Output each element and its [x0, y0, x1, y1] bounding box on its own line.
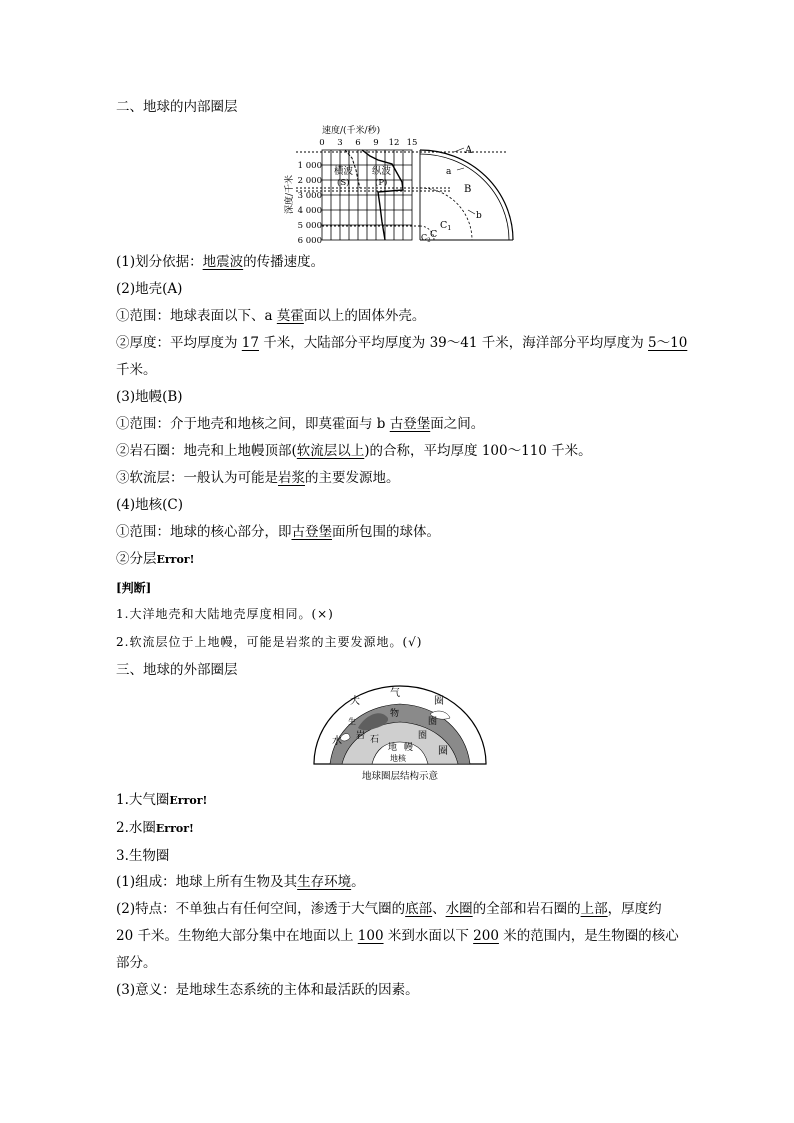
para-crust-thickness: ②厚度：平均厚度为 17 千米，大陆部分平均厚度为 39～41 千米，海洋部分平均厚度为 5～10 [116, 335, 688, 351]
para-hydrosphere: 2.水圈Error! [116, 820, 194, 836]
depth-tick: 6 000 [297, 236, 322, 246]
sphere-char: 大 [350, 696, 360, 707]
layer-label-a: a [446, 167, 452, 177]
speed-tick: 9 [373, 138, 379, 148]
sphere-char: 气 [390, 688, 400, 699]
para-crust-thickness-cont: 千米。 [116, 362, 157, 378]
seismic-wave-figure [282, 122, 522, 246]
judge-q2: 2.软流层位于上地幔，可能是岩浆的主要发源地。(√) [116, 635, 423, 649]
sphere-char: 地 [388, 743, 398, 753]
p-wave-code: (P) [375, 178, 388, 188]
depth-tick: 4 000 [297, 206, 322, 216]
para-core-layers: ②分层Error! [116, 551, 195, 567]
sphere-char: 水 [332, 736, 342, 747]
speed-tick: 0 [319, 138, 325, 148]
layer-label-B: B [464, 184, 472, 195]
para-basis: (1)划分依据：地震波的传播速度。 [116, 254, 325, 270]
speed-tick: 15 [406, 138, 418, 148]
para-crust: (2)地壳(A) [116, 281, 183, 297]
sphere-char: 物 [390, 709, 400, 719]
para-atmosphere: 1.大气圈Error! [116, 792, 208, 808]
para-crust-range: ①范围：地球表面以下、a 莫霍面以上的固体外壳。 [116, 308, 426, 324]
speed-axis-label: 速度/(千米/秒) [322, 126, 381, 136]
figure-caption: 地球圈层结构示意 [361, 771, 439, 782]
judge-q1: 1.大洋地壳和大陆地壳厚度相同。(×) [116, 607, 334, 621]
sphere-char: 地核 [390, 754, 406, 763]
layer-label-A: A [465, 145, 473, 156]
speed-tick: 12 [388, 138, 400, 148]
layer-label-b: b [476, 211, 482, 221]
layer-label-C: C [430, 229, 438, 240]
para-asthenosphere: ③软流层：一般认为可能是岩浆的主要发源地。 [116, 470, 400, 486]
para-core: (4)地核(C) [116, 497, 183, 513]
speed-ticks [319, 138, 417, 148]
judge-title: [判断] [116, 581, 152, 595]
depth-tick: 2 000 [297, 176, 322, 186]
depth-axis-label: 深度/千米 [285, 174, 295, 214]
para-lithosphere: ②岩石圈：地壳和上地幔顶部(软流层以上)的合称，平均厚度 100～110 千米。 [116, 443, 592, 459]
sphere-char: 石 [370, 735, 380, 745]
depth-tick: 3 000 [297, 191, 322, 201]
sphere-char: 圈 [434, 696, 444, 707]
depth-tick: 5 000 [297, 221, 322, 231]
layer-label-C1: $C_1$ [440, 220, 452, 232]
sphere-char: 圈 [418, 731, 428, 741]
para-bio-features-end: 部分。 [116, 955, 157, 971]
para-core-range: ①范围：地球的核心部分，即古登堡面所包围的球体。 [116, 524, 440, 540]
para-bio-composition: (1)组成：地球上所有生物及其生存环境。 [116, 874, 365, 890]
depth-ticks [298, 161, 322, 246]
s-wave-code: (S) [337, 178, 350, 188]
p-wave-label: 纵波 [372, 166, 392, 177]
speed-tick: 6 [355, 138, 361, 148]
depth-tick: 1 000 [297, 161, 322, 171]
sphere-char: 圈 [428, 717, 438, 727]
section3-title: 三、地球的外部圈层 [116, 662, 238, 678]
grid [322, 150, 412, 240]
earth-spheres-figure [310, 684, 490, 784]
layer-label-C2: C2 [421, 233, 431, 244]
para-bio-significance: (3)意义：是地球生态系统的主体和最活跃的因素。 [116, 982, 419, 998]
speed-tick: 3 [337, 138, 343, 148]
para-bio-features-cont: 20 千米。生物绝大部分集中在地面以上 100 米到水面以下 200 米的范围内，是生物圈的核心 [116, 928, 679, 944]
sphere-char: 岩 [356, 731, 366, 741]
sphere-char: 幔 [404, 743, 414, 753]
sphere-char: 圈 [438, 746, 448, 757]
para-biosphere: 3.生物圈 [116, 848, 170, 864]
para-bio-features: (2)特点：不单独占有任何空间，渗透于大气圈的底部、水圈的全部和岩石圈的上部，厚度约 [116, 901, 662, 917]
sphere-char: 生 [348, 717, 356, 726]
s-wave-label: 横波 [334, 166, 354, 177]
section2-title: 二、地球的内部圈层 [116, 99, 238, 115]
para-mantle: (3)地幔(B) [116, 389, 183, 405]
para-mantle-range: ①范围：介于地壳和地核之间，即莫霍面与 b 古登堡面之间。 [116, 416, 485, 432]
